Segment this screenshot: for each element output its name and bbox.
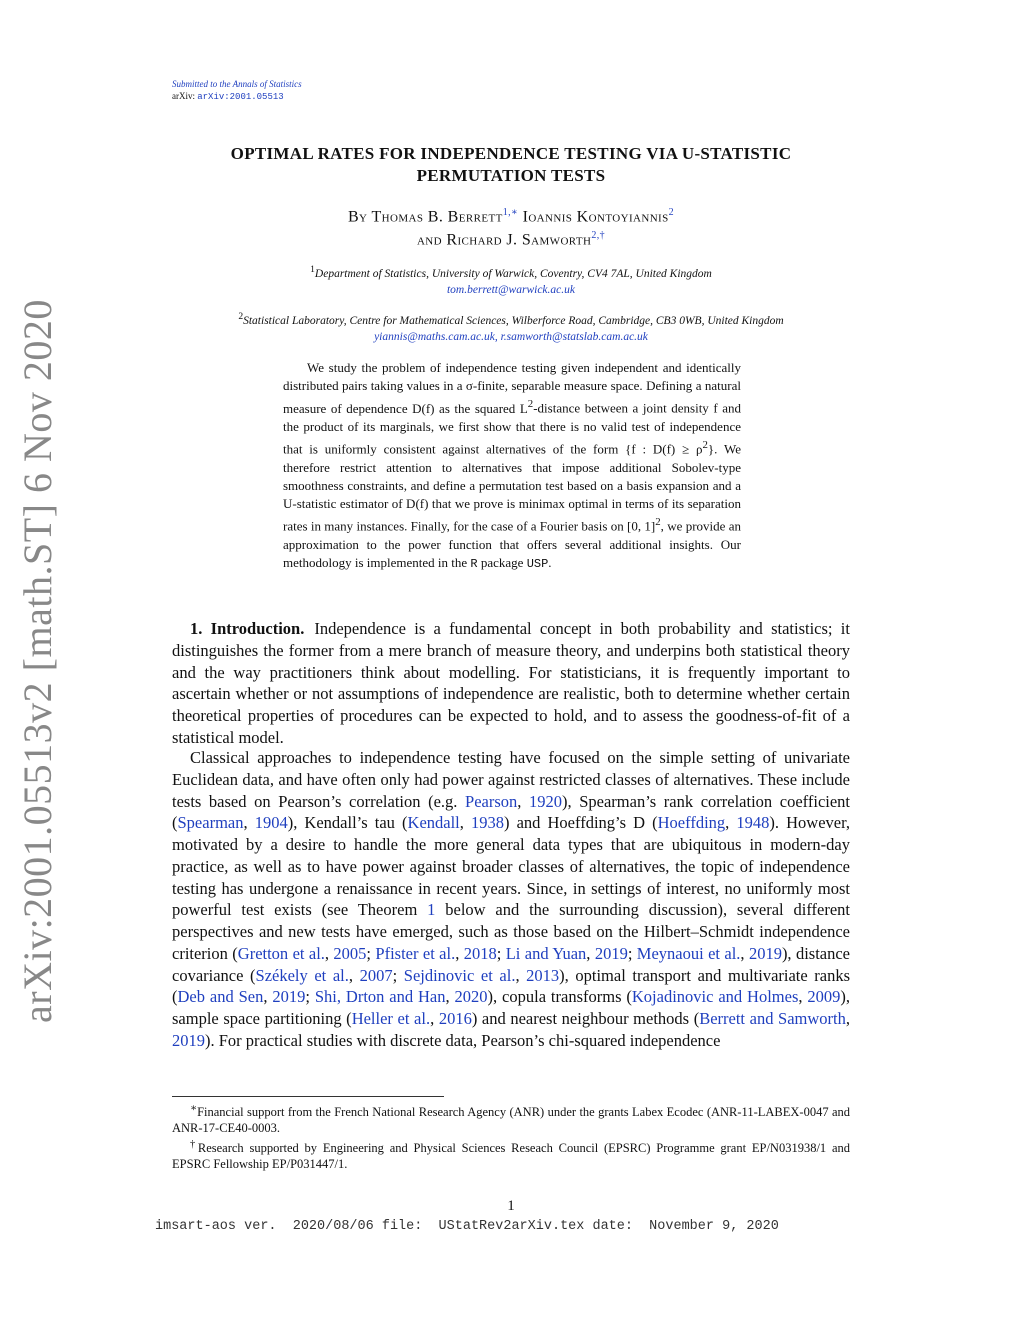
p2-text-c: ), Kendall’s tau ( (287, 813, 408, 833)
abstract-sup-1: 2 (527, 398, 534, 411)
package-usp: USP (526, 557, 549, 572)
cite-berrett-samworth-year[interactable]: 2019 (172, 1030, 205, 1050)
cite-spearman[interactable]: Spearman (177, 813, 244, 833)
footnote-2 (172, 1137, 850, 1172)
cite-berrett-samworth[interactable]: Berrett and Samworth (699, 1009, 846, 1028)
paper-title (172, 143, 850, 187)
abstract-part-6: . (548, 555, 552, 571)
title-line-1: OPTIMAL RATES FOR INDEPENDENCE TESTING VIA U-STATISTIC (230, 144, 792, 163)
cite-sejdinovic[interactable]: Sejdinovic et al. (403, 965, 516, 985)
author-berrett-mark[interactable]: 1,∗ (502, 207, 519, 218)
cite-szekely[interactable]: Székely et al. (255, 965, 349, 985)
cite-gretton-year[interactable]: 2005 (333, 943, 367, 963)
affiliation-2-text: Statistical Laboratory, Centre for Mathematical Sciences, Wilberforce Road, Cambridge, CB3 0WB, United Kingdom (243, 314, 784, 327)
cite-meynaoui[interactable]: Meynaoui et al. (636, 943, 741, 963)
journal-header (172, 78, 302, 103)
affiliation-2-mark: 2 (238, 311, 244, 322)
p2-text-h: ), optimal transport and multivariate ranks ( (172, 965, 851, 1007)
submitted-note: Submitted to the Annals of Statistics (172, 79, 302, 89)
author-kontoyiannis: Ioannis Kontoyiannis (518, 208, 669, 226)
authors-line-2 (172, 230, 850, 249)
cite-kojadinovic-holmes-year[interactable]: 2009 (807, 987, 841, 1007)
cite-li-yuan-year[interactable]: 2019 (594, 943, 628, 963)
cite-pfister[interactable]: Pfister et al. (375, 943, 456, 963)
p2-text-k: ) and nearest neighbour methods ( (471, 1009, 700, 1028)
cite-hoeffding-year[interactable]: 1948 (736, 813, 770, 833)
abstract-part-4: , we provide an approximation to the power function that offers several additional insights. Our methodology is implemented in the (283, 518, 741, 571)
p2-text-d: ) and Hoeffding’s D ( (504, 813, 658, 833)
arxiv-prefix: arXiv: (172, 91, 195, 101)
page-number: 1 (507, 1198, 515, 1214)
abstract (283, 359, 741, 573)
cite-heller[interactable]: Heller et al. (351, 1009, 431, 1028)
abstract-part-5: package (477, 555, 527, 571)
author-samworth-mark[interactable]: 2,† (591, 230, 606, 241)
footnote-2-mark: † (190, 1139, 198, 1150)
footnote-2-text: Research supported by Engineering and Physical Sciences Reseach Council (EPSRC) Programme grant EP/N031938/1 and EPSRC Fellowship EP/P031447/1. (172, 1141, 851, 1172)
abstract-part-1: We study the problem of independence testing given independent and identically distributed pairs taking values in a σ-finite, separable measure space. Defining a natural measure of dependence D(f) as the squared L (283, 360, 741, 416)
abstract-sup-3: 2 (655, 516, 661, 529)
cite-pearson[interactable]: Pearson (465, 791, 518, 811)
cite-kendall-year[interactable]: 1938 (471, 813, 504, 833)
cite-pearson-year[interactable]: 1920 (529, 791, 562, 811)
cite-meynaoui-year[interactable]: 2019 (748, 943, 782, 963)
ref-theorem-1[interactable]: 1 (427, 900, 436, 920)
footnote-1-text: Financial support from the French National Research Agency (ANR) under the grants Labex Ecodec (ANR-11-LABEX-0047 and ANR-17-CE40-0003. (172, 1105, 850, 1136)
authors-line-1 (172, 207, 850, 226)
footnote-1 (172, 1101, 850, 1136)
p2-text-b: ), Spearman’s rank correlation coefficient ( (172, 791, 851, 833)
arxiv-id-link[interactable]: arXiv:2001.05513 (197, 92, 284, 102)
p2-text-a: Classical approaches to independence testing have focused on the simple setting of univariate Euclidean data, and have often only had power against restricted classes of alternatives. These include tests based on Pearson’s correlation (e.g. (172, 748, 850, 811)
affiliation-2-email[interactable]: yiannis@maths.cam.ac.uk, r.samworth@statslab.cam.ac.uk (374, 330, 648, 343)
affiliation-1-mark: 1 (310, 264, 315, 275)
cite-pfister-year[interactable]: 2018 (463, 943, 497, 963)
cite-heller-year[interactable]: 2016 (438, 1009, 472, 1028)
cite-shi-drton-han-year[interactable]: 2020 (454, 987, 488, 1007)
p2-text-l: ). For practical studies with discrete data, Pearson’s chi-squared independence (205, 1030, 721, 1050)
intro-paragraph-1 (172, 618, 850, 749)
cite-hoeffding[interactable]: Hoeffding (657, 813, 726, 833)
author-samworth: and Richard J. Samworth (416, 231, 592, 249)
p2-text-e: ). However, motivated by a desire to handle the more general data types that are ubiquitous in modern-day practice, as well as to have power against broader classes of alternatives, the topic of independence testing has undergone a renaissance in recent years. Since, in settings of interest, no uniformly most powerful test exists (see Theorem (172, 813, 851, 920)
cite-shi-drton-han[interactable]: Shi, Drton and Han (314, 987, 446, 1007)
title-line-2: PERMUTATION TESTS (416, 166, 606, 185)
abstract-sup-2: 2 (702, 439, 708, 452)
cite-kendall[interactable]: Kendall (407, 813, 460, 833)
cite-li-yuan[interactable]: Li and Yuan (505, 943, 587, 963)
cite-spearman-year[interactable]: 1904 (254, 813, 288, 833)
cite-deb-sen-year[interactable]: 2019 (272, 987, 306, 1007)
author-berrett: By Thomas B. Berrett (347, 208, 503, 226)
package-r: R (470, 557, 478, 572)
affiliation-2 (172, 309, 850, 345)
cite-szekely-year[interactable]: 2007 (359, 965, 393, 985)
intro-para-1-text: Independence is a fundamental concept in both probability and statistics; it distinguishes the former from a mere branch of measure theory, and underpins both statistical theory and the way practitioners think about modelling. For statisticians, it is frequently important to ascertain whether or not assumptions of independence are realistic, both to determine whether certain theoretical properties of procedures can be expected to hold, and to assess the goodness-of-fit of a statistical model. (172, 619, 850, 747)
cite-gretton[interactable]: Gretton et al. (237, 943, 325, 963)
affiliation-1 (172, 262, 850, 298)
affiliation-1-email[interactable]: tom.berrett@warwick.ac.uk (446, 283, 575, 296)
author-kontoyiannis-mark[interactable]: 2 (668, 207, 675, 218)
imsart-footer: imsart-aos ver. 2020/08/06 file: UStatRev2arXiv.tex date: November 9, 2020 (155, 1219, 779, 1234)
p2-text-f: below and the surrounding discussion), several different perspectives and new tests have emerged, such as those based on the Hilbert–Schmidt independence criterion ( (172, 900, 850, 963)
cite-kojadinovic-holmes[interactable]: Kojadinovic and Holmes (631, 987, 799, 1007)
affiliation-1-text: Department of Statistics, University of Warwick, Coventry, CV4 7AL, United Kingdom (314, 267, 712, 280)
p2-text-i: ), copula transforms ( (487, 987, 632, 1007)
footnote-rule (172, 1096, 444, 1097)
intro-paragraph-2: Classical approaches to independence testing have focused on the simple setting of univariate Euclidean data, and have often only had power against restricted classes of alternatives. These include tests based on Pearson’s correlation (e.g. Pearson, 1920), Spearman’s rank correlation coefficient (Spearman, 1904), Kendall’s tau (Kendall, 1938) and Hoeffding’s D (Hoeffding, 1948). However, motivated by a desire to handle the more general data types that are ubiquitous in modern-day practice, as well as to have power against broader classes of alternatives, the topic of independence testing has undergone a renaissance in recent years. Since, in settings of interest, no uniformly most powerful test exists (see Theorem 1 below and the surrounding discussion), several different perspectives and new tests have emerged, such as those based on the Hilbert–Schmidt independence criterion (Gretton et al., 2005; Pfister et al., 2018; Li and Yuan, 2019; Meynaoui et al., 2019), distance covariance (Székely et al., 2007; Sejdinovic et al., 2013), optimal transport and multivariate ranks (Deb and Sen, 2019; Shi, Drton and Han, 2020), copula transforms (Kojadinovic and Holmes, 2009), sample space partitioning (Heller et al., 2016) and nearest neighbour methods (Berrett and Samworth, 2019). For practical studies with discrete data, Pearson’s chi-squared independence (172, 748, 851, 1050)
arxiv-side-label: arXiv:2001.05513v2 [math.ST] 6 Nov 2020 (15, 299, 60, 1023)
p2-text-g: ), distance covariance ( (172, 943, 851, 985)
section-heading-introduction: 1. Introduction. (190, 619, 305, 638)
cite-deb-sen[interactable]: Deb and Sen (177, 987, 264, 1007)
abstract-part-2: -distance between a joint density f and the product of its marginals, we first show that there is no valid test of independence that is uniformly consistent against alternatives of the form {f : D(f) ≥ ρ (283, 400, 741, 457)
arxiv-line (172, 90, 302, 103)
footnote-1-mark: ∗ (190, 1103, 198, 1114)
p2-text-j: ), sample space partitioning ( (172, 987, 851, 1028)
cite-sejdinovic-year[interactable]: 2013 (526, 965, 560, 985)
abstract-part-3: }. We therefore restrict attention to alternatives that impose additional Sobolev-type smoothness constraints, and define a permutation test based on a basis expansion and a U-statistic estimator of D(f) that we prove is minimax optimal in terms of its separation rates in many instances. Finally, for the case of a Fourier basis on [0, 1] (283, 441, 741, 534)
